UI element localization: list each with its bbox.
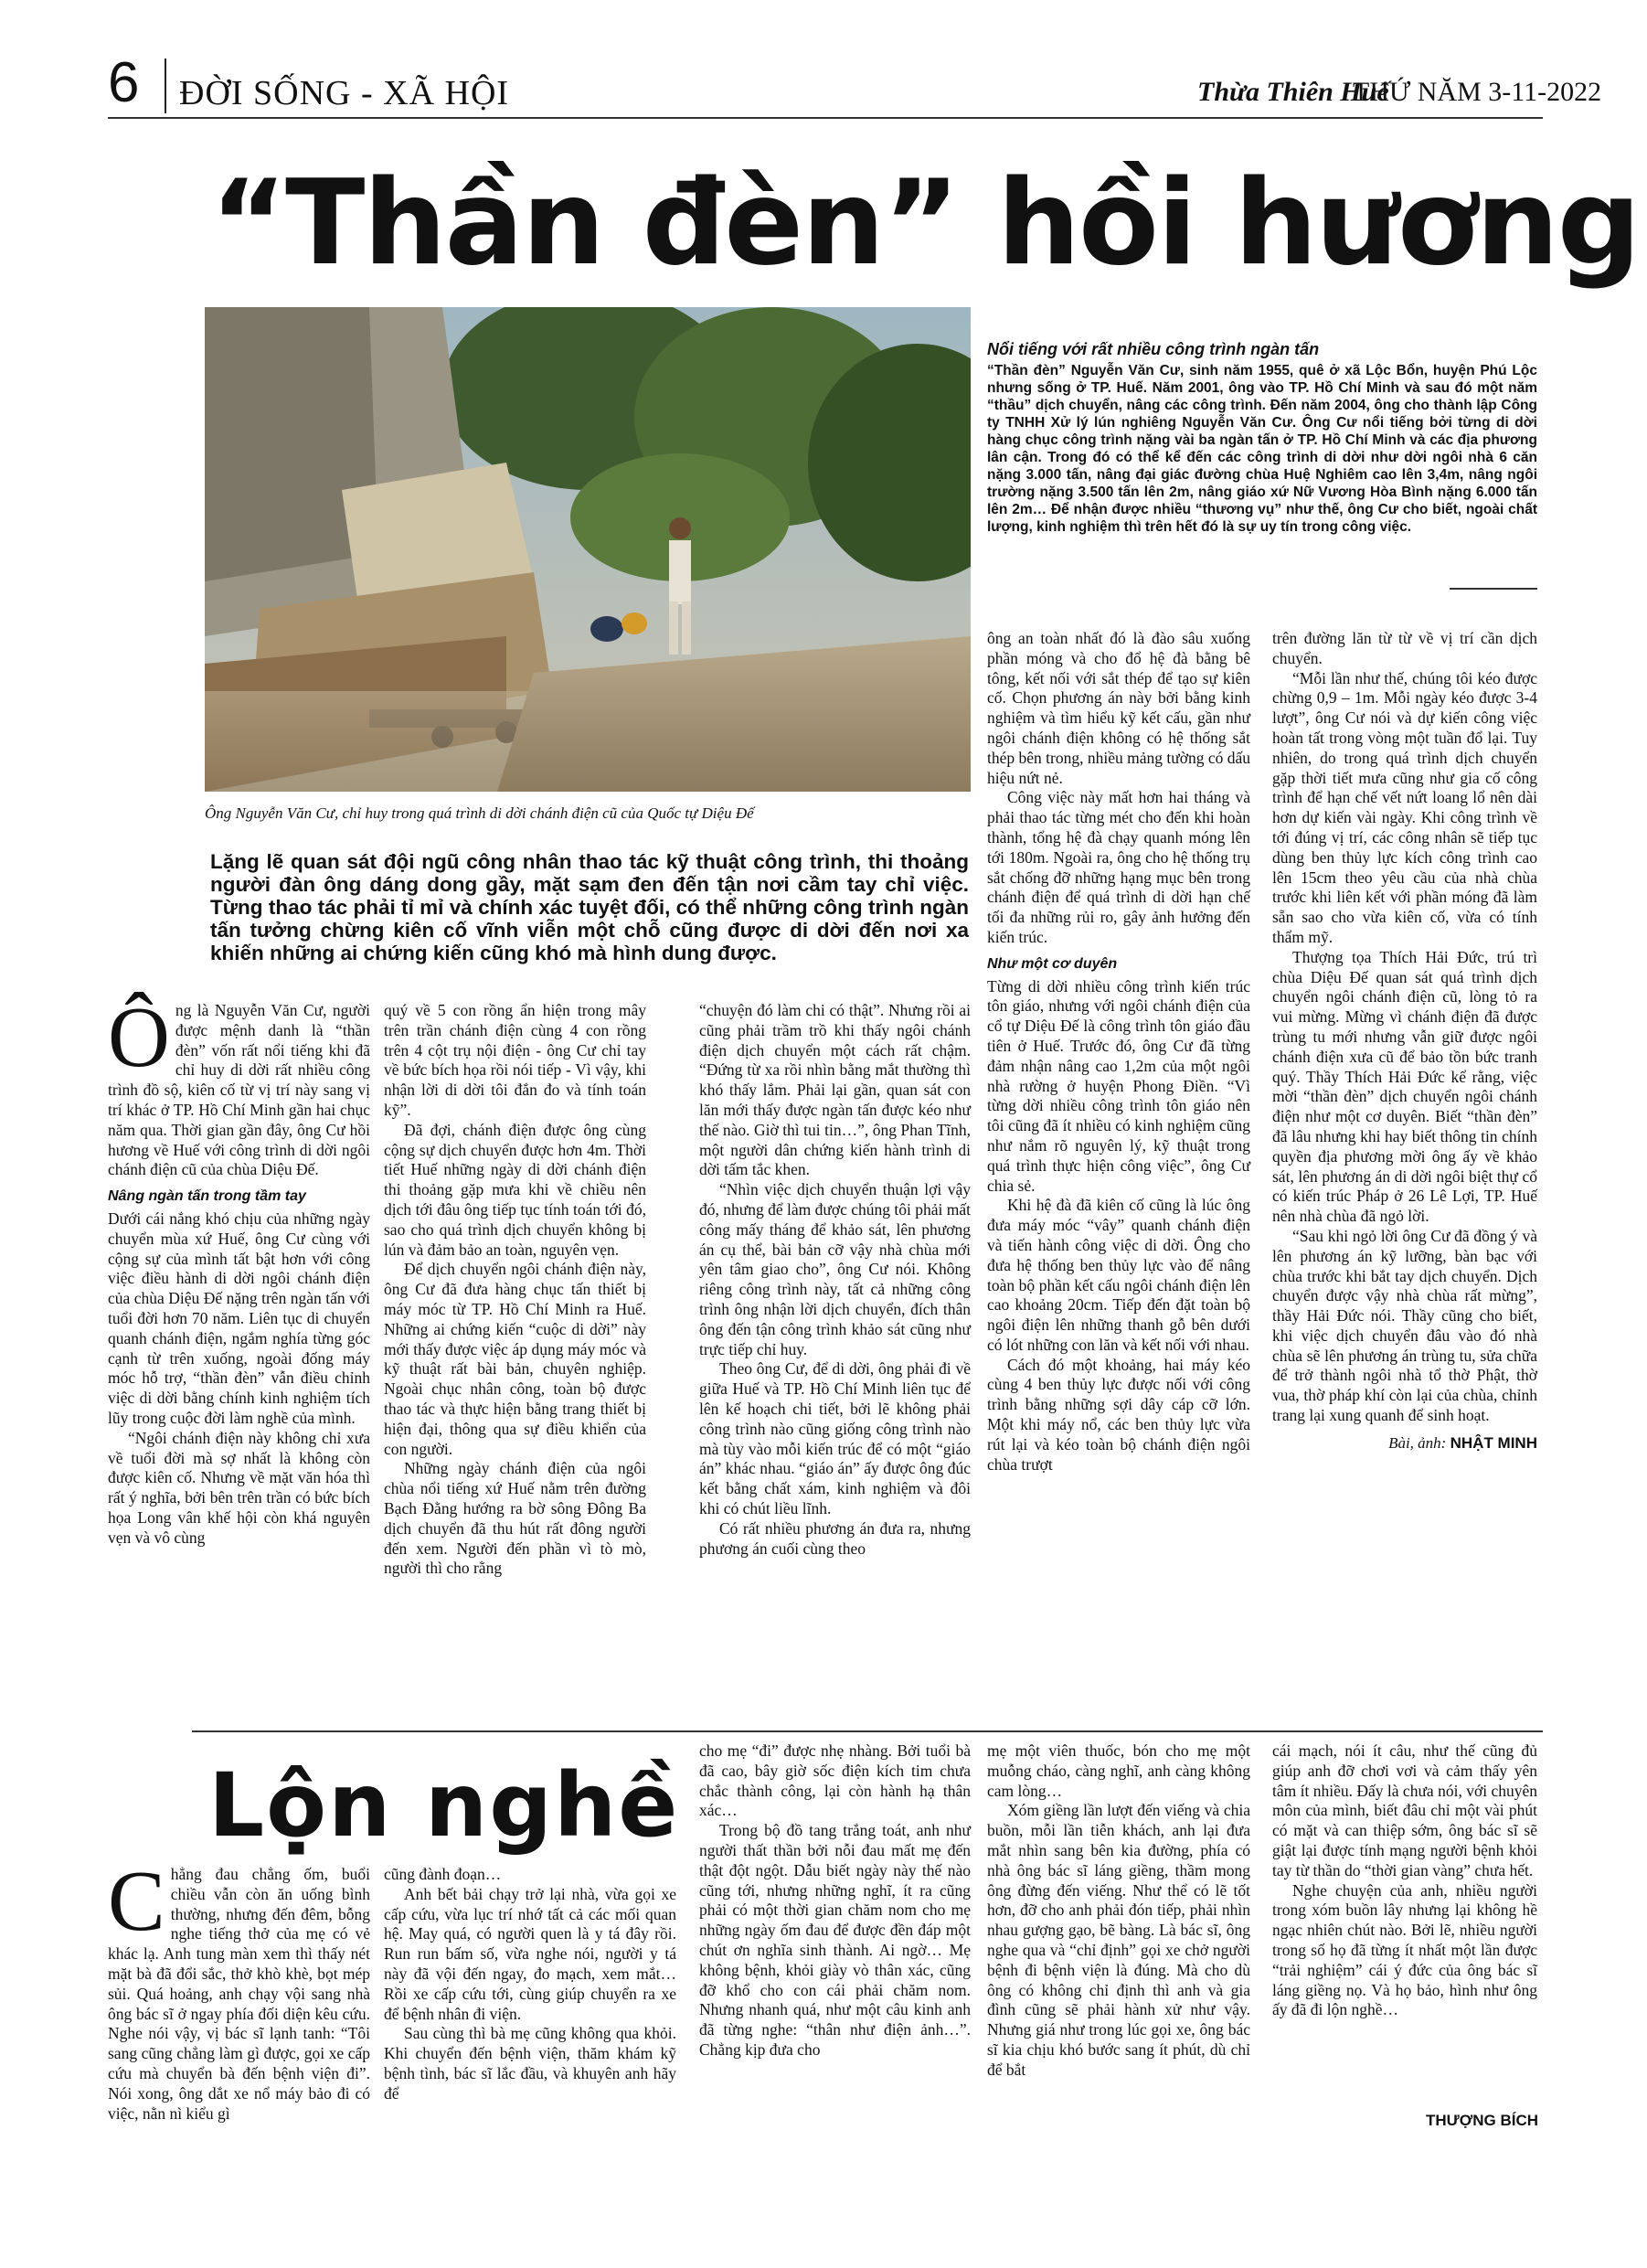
subheading: Nâng ngàn tấn trong tầm tay — [108, 1188, 306, 1205]
header-rule — [108, 117, 1543, 119]
paragraph: ông an toàn nhất đó là đào sâu xuống phần móng và cho đổ hệ đà bằng bê tông, kết nối với sắt thép để tạo sự kiên cố. Chọn phương án này bởi bằng kinh nghiệm và tìm hiểu kỹ kết cấu, gần như ngôi chánh điện không có hệ thống sắt thép bên trong, nhiều mảng tường có dấu hiệu nứt nẻ. — [987, 629, 1250, 787]
article2-column-4 — [987, 1741, 1250, 2081]
photo-caption: Ông Nguyễn Văn Cư, chỉ huy trong quá trình di dời chánh điện cũ của Quốc tự Diệu Đế — [205, 804, 754, 822]
paragraph: Theo ông Cư, để di dời, ông phải đi về giữa Huế và TP. Hồ Chí Minh liên tục để lên kế hoạch chi tiết, bởi lẽ không phải công trình nào cũng giống công trình nào mà tùy vào mỗi kiến trúc để có một “giáo án” khác nhau. “giáo án” ấy được ông đúc kết bằng chất xám, kinh nghiệm và đôi khi có chút liều lĩnh. — [699, 1359, 971, 1517]
article-column-3 — [699, 1001, 971, 1559]
paragraph: “Nhìn việc dịch chuyển thuận lợi vậy đó, nhưng để làm được chúng tôi phải mất công mấy tháng để khảo sát, lên phương án cụ thể, bài bản cỡ vậy nhà chùa mới yên tâm giao cho”, ông Cư nói. Không riêng công trình này, tất cả những công trình ông nhận lời dịch chuyển, đích thân ông đến tận công trình khảo sát cũng như trực tiếp chỉ huy. — [699, 1180, 971, 1358]
article-byline: Bài, ảnh: NHẬT MINH — [1388, 1433, 1537, 1452]
paragraph: Dưới cái nắng khó chịu của những ngày chuyển mùa xứ Huế, ông Cư cùng với cộng sự của mình tất bật hơn với công việc điều hành di dời ngôi chánh điện của chùa Diệu Đế nặng trên ngàn tấn với tuổi đời hơn 70 năm. Liên tục di chuyển quanh chánh điện, ngắm nghía từng góc cạnh từ trên xuống, ngoài đống máy móc hỗ trợ, “thần đèn” vẫn điều chỉnh việc di dời bằng chính kinh nghiệm tích lũy trong cuộc đời làm nghề của mình. — [108, 1209, 370, 1427]
paragraph: cái mạch, nói ít câu, như thế cũng đủ giúp anh đỡ chơi vơi và cảm thấy yên tâm ít nhiều. Đấy là chưa nói, với chuyên môn của mình, biết đâu chỉ một vài phút có mặt và can thiệp sớm, ông bác sĩ sẽ giật lại được tính mạng người bệnh khỏi tay từ thần do “thời gian vàng” chưa hết. — [1272, 1741, 1537, 1879]
paragraph: “Mỗi lần như thế, chúng tôi kéo được chừng 0,9 – 1m. Mỗi ngày kéo được 3-4 lượt”, ông Cư nói và dự kiến công việc hoàn tất trong vòng một tuần đổ lại. Tuy nhiên, do trong quá trình dịch chuyển gặp thời tiết mưa cũng như gia cố công trình để hạn chế vết nứt loang lổ nên dài hơn dự kiến vài ngày. Khi công trình về tới đúng vị trí, các công nhân sẽ tiếp tục dùng ben thủy lực kích công trình cao lên 15cm theo yêu cầu của nhà chùa trước khi liên kết với phần móng đã làm sẵn sao cho vừa kiên cố, vừa có tính thẩm mỹ. — [1272, 668, 1537, 946]
article-photo — [205, 307, 971, 792]
issue-date: THỨ NĂM 3-11-2022 — [1353, 77, 1602, 107]
paragraph: mẹ một viên thuốc, bón cho mẹ một muỗng cháo, càng nghĩ, anh càng không cam lòng… — [987, 1741, 1250, 1800]
sidebar-box-body: “Thần đèn” Nguyễn Văn Cư, sinh năm 1955, quê ở xã Lộc Bổn, huyện Phú Lộc nhưng sống ở TP. Huế. Năm 2001, ông vào TP. Hồ Chí Minh và sau đó một năm “thầu” dịch chuyển, nâng các công trình. Đến năm 2004, ông cho thành lập Công ty TNHH Xử lý lún nghiêng Nguyễn Văn Cư. Ông Cư nổi tiếng bởi từng di dời hàng chục công trình nặng vài ba ngàn tấn ở TP. Hồ Chí Minh và các địa phương lân cận. Trong đó có thể kể đến các công trình di dời như dời ngôi nhà 6 căn nặng 3.000 tấn, nâng đại giác đường chùa Huệ Nghiêm cao lên 3,4m, nâng ngôi trường nặng 3.500 tấn lên 2m, nâng giáo xứ Nữ Vương Hòa Bình nặng 6.000 tấn lên 2m… Để nhận được nhiều “thương vụ” như thế, ông Cư cho biết, ngoài chất lượng, kinh nghiệm thì trên hết đó là sự uy tín trong công việc. — [987, 363, 1537, 535]
article-lead: Lặng lẽ quan sát đội ngũ công nhân thao tác kỹ thuật công trình, thi thoảng người đàn ông dáng dong gầy, mặt sạm đen đến tận nơi cầm tay chỉ việc. Từng thao tác phải tỉ mỉ và chính xác tuyệt đối, có thể những công trình ngàn tấn tưởng chừng kiên cố vĩnh viễn một chỗ cũng được di dời đến nơi xa khiến những ai chứng kiến cũng khó mà hình dung được. — [210, 850, 969, 964]
paragraph: Để dịch chuyển ngôi chánh điện này, ông Cư đã đưa hàng chục tấn thiết bị máy móc từ TP. Hồ Chí Minh ra Huế. Những ai chứng kiến “cuộc di dời” này mới thấy được việc áp dụng máy móc và kỹ thuật rất bài bản, chuyên nghiệp. Ngoài chục nhân công, toàn bộ được thao tác và thực hiện bằng trang thiết bị hiện đại, thông qua sự điều khiển của con người. — [384, 1260, 646, 1458]
drop-cap: C — [108, 1854, 165, 1949]
article2-column-5 — [1272, 1741, 1537, 2020]
article2-byline: THƯỢNG BÍCH — [1426, 2112, 1539, 2129]
paragraph: Thượng tọa Thích Hải Đức, trú trì chùa Diệu Đế quan sát quá trình dịch chuyển ngôi chánh điện cũ, lòng tỏ ra vui mừng. Mừng vì chánh điện đã được trùng tu mới nhưng vẫn giữ được ngôi chánh điện xưa cũ để bảo tồn bức tranh quý. Thầy Thích Hải Đức kể rằng, việc mời “thần đèn” dịch chuyển ngôi chánh điện như một cơ duyên. Biết “thần đèn” đã lâu nhưng khi hay biết thông tin chính quyền địa phương mời ông ấy về khảo sát, lên phương án di dời ngôi biệt thự cổ có kiến trúc Pháp ở 26 Lê Lợi, TP. Huế nên nhà chùa đã ngỏ lời. — [1272, 947, 1537, 1226]
paragraph: ng là Nguyễn Văn Cư, người được mệnh danh là “thần đèn” vốn rất nổi tiếng khi đã chỉ huy di dời rất nhiều công trình đồ sộ, kiên cố từ vị trí này sang vị trí khác ở TP. Hồ Chí Minh gần hai chục năm qua. Thời gian gần đây, ông Cư hồi hương về Huế với công trình di dời ngôi chánh điện cũ của chùa Diệu Đế. — [108, 1001, 370, 1179]
article-column-1 — [108, 990, 370, 1549]
article-column-2 — [384, 1001, 646, 1579]
paragraph: “chuyện đó làm chi có thật”. Nhưng rồi ai cũng phải trầm trồ khi thấy ngôi chánh điện dịch chuyển một cách rất chậm. “Đứng từ xa rồi nhìn bằng mắt thường thì khó thấy lắm. Phải lại gần, quan sát con lăn mới thấy được ngàn tấn được kéo như thế nào. Giờ thì tui tin…”, ông Phan Tĩnh, một người dân chứng kiến hành trình di dời tấm tắc khen. — [699, 1001, 971, 1179]
photo-illustration — [205, 307, 971, 792]
paragraph: Trong bộ đồ tang trắng toát, anh như người thất thần bởi nỗi đau mất mẹ đến thật đột ngột. Dẫu biết ngày này thế nào cũng tới, nhưng những nghĩ, ít ra cũng phải có một thời gian chăm nom cho mẹ những ngày ốm đau để được đền đáp một chút ơn nghĩa sinh thành. Ai ngờ… Mẹ không bệnh, khỏi giày vò thân xác, cũng đỡ khổ cho con cái phải chăm nom. Nhưng nhanh quá, như một câu kinh anh đã từng nghe: “thân như điện ảnh…”. Chẳng kịp đưa cho — [699, 1821, 971, 2059]
paragraph: Khi hệ đà đã kiên cố cũng là lúc ông đưa máy móc “vây” quanh chánh điện và tiến hành công việc di dời. Ông cho đưa hệ thống ben thủy lực vào để nâng toàn bộ phần kết cấu ngôi chánh điện lên cao khoảng 20cm. Tiếp đến đặt toàn bộ ngôi điện lên những thanh gỗ bên dưới có lót những con lăn và kết nối với nhau. — [987, 1196, 1250, 1354]
paragraph: Nghe chuyện của anh, nhiều người trong xóm buồn lây nhưng lại không hề ngạc nhiên chút nào. Bởi lẽ, nhiều người trong số họ đã từng ít nhất một lần được “trải nghiệm” cái ý đức của ông bác sĩ láng giềng nọ. Và họ bảo, hình như ông ấy đã đi lộn nghề… — [1272, 1880, 1537, 2019]
newspaper-name: Thừa Thiên Huế — [1197, 77, 1389, 107]
page-number-divider — [165, 59, 166, 113]
paragraph: Đã đợi, chánh điện được ông cùng cộng sự dịch chuyển được hơn 4m. Thời tiết Huế những ngày di dời chánh điện thi thoảng gặp mưa khi về chiều nên dịch tới đâu ông tiếp tục tính toán tới đó, sao cho quá trình dịch chuyển không bị lún và đảm bảo an toàn, nguyên vẹn. — [384, 1120, 646, 1259]
paragraph: Từng di dời nhiều công trình kiến trúc tôn giáo, nhưng với ngôi chánh điện của cổ tự Diệu Đế là công trình tôn giáo đầu tiên ở Huế. Trước đó, ông Cư đã từng đảm nhận nâng cao 1,2m của một ngôi nhà rường ở huyện Phong Điền. “Vì từng dời nhiều công trình tôn giáo nên tôi cũng đã ít nhiều có kinh nghiệm cũng như nắm rõ nguyên lý, kỹ thuật trong quá trình thực hiện công việc”, ông Cư chia sẻ. — [987, 976, 1250, 1195]
sidebar-box-rule — [1450, 588, 1537, 590]
drop-cap: Ô — [108, 990, 170, 1085]
subheading: Như một cơ duyên — [987, 955, 1118, 972]
paragraph: Có rất nhiều phương án đưa ra, nhưng phương án cuối cùng theo — [699, 1518, 971, 1558]
sidebar-box-heading: Nổi tiếng với rất nhiều công trình ngàn tấn — [987, 340, 1320, 358]
page-number: 6 — [108, 51, 140, 114]
article2-column-2 — [384, 1865, 676, 2104]
paragraph: Những ngày chánh điện của ngôi chùa nổi tiếng xứ Huế nằm trên đường Bạch Đằng hướng ra bờ sông Đông Ba dịch chuyển đã thu hút rất đông người đến xem. Người đến phần vì tò mò, người thì cho rằng — [384, 1459, 646, 1578]
article-headline: “Thần đèn” hồi hương — [210, 155, 1640, 292]
article-column-5 — [1272, 629, 1537, 1453]
article2-column-3 — [699, 1741, 971, 2060]
paragraph: “Ngôi chánh điện này không chỉ xưa về tuổi đời mà sợ nhất là không còn được kiên cố. Nhưng về mặt văn hóa thì rất ý nghĩa, bởi bên trên trần có bức bích họa Long vân khế hội còn khá nguyên vẹn và vô cùng — [108, 1428, 370, 1547]
paragraph: cho mẹ “đi” được nhẹ nhàng. Bởi tuổi bà đã cao, bây giờ sốc điện kích tim chưa chắc thành công, lại còn hành hạ thân xác… — [699, 1741, 971, 1820]
paragraph: Sau cùng thì bà mẹ cũng không qua khỏi. Khi chuyển đến bệnh viện, thăm khám kỹ bệnh tình, bác sĩ lắc đầu, và khuyên anh hãy để — [384, 2024, 676, 2103]
paragraph: cũng đành đoạn… — [384, 1865, 502, 1883]
paragraph: Xóm giềng lần lượt đến viếng và chia buồn, mỗi lần tiễn khách, anh lại đưa mắt nhìn sang bên kia đường, phía có nhà ông bác sĩ láng giềng, thầm mong ông đừng đến viếng. Như thể có lẽ tốt hơn, đỡ cho anh phải đón tiếp, phải nhìn nhau gượng gạo, bẽ bàng. Là bác sĩ, ông nghe qua và “chỉ định” gọi xe chở người bệnh đi bệnh viện là đúng. Mà cho dù ông có không chỉ định thì anh và gia đình cũng sẽ phải hành xử như vậy. Nhưng giá như trong lúc gọi xe, ông bác sĩ kia chịu khó bước sang ít phút, dù chỉ để bắt — [987, 1801, 1250, 2079]
paragraph: Cách đó một khoảng, hai máy kéo cùng 4 ben thủy lực được nối với công trình bằng những sợi dây cáp cỡ lớn. Một khi máy nổ, các ben thủy lực vừa rút lại và kéo toàn bộ chánh điện ngôi chùa trượt — [987, 1355, 1250, 1474]
paragraph: trên đường lăn từ từ về vị trí cần dịch chuyển. — [1272, 629, 1537, 667]
article2-headline: Lộn nghề — [208, 1754, 680, 1857]
article-separator — [192, 1730, 1543, 1732]
article2-column-1 — [108, 1854, 370, 2124]
article-column-4 — [987, 629, 1250, 1475]
paragraph: quý về 5 con rồng ẩn hiện trong mây trên trần chánh điện cùng 4 con rồng trên 4 cột trụ nội điện - ông Cư chỉ tay về bức bích họa rồi nói tiếp - Vì vậy, khi nhận lời di dời tôi đắn đo và tính toán kỹ”. — [384, 1001, 646, 1119]
paragraph: Anh bết bải chạy trở lại nhà, vừa gọi xe cấp cứu, vừa lục trí nhớ tất cả các mối quan hệ. May quá, có người quen là y tá đây rồi. Run run bấm số, vừa nghe nói, người y tá này đã vội đến ngay, đo mạch, xem mắt… Rồi xe cấp cứu tới, cùng giúp chuyển ra xe để bệnh nhân đi viện. — [384, 1884, 676, 2023]
section-title: ĐỜI SỐNG - XÃ HỘI — [179, 74, 510, 112]
paragraph: hẳng đau chẳng ốm, buổi chiều vẫn còn ăn uống bình thường, nhưng đến đêm, bỗng nghe tiếng thở của mẹ có vẻ khác lạ. Anh tung màn xem thì thấy nét mặt bà đã đổi sắc, thở khò khè, bọt mép sủi. Quá hoảng, anh chạy vội sang nhà ông bác sĩ ở ngay phía đối diện kêu cứu. Nghe nói vậy, vị bác sĩ lạnh tanh: “Tôi sang cũng chẳng làm gì được, gọi xe cấp cứu mà chuyển bà đến bệnh viện đi”. Nói xong, ông dắt xe nổ máy bảo đi có việc, nằn nì kiểu gì — [108, 1865, 370, 2123]
paragraph: “Sau khi ngỏ lời ông Cư đã đồng ý và lên phương án kỹ lưỡng, bàn bạc với chùa trước khi bắt tay dịch chuyển. Dịch chuyển được vậy nhà chùa rất mừng”, thầy Hải Đức nói. Thầy cũng cho biết, khi việc dịch chuyển đâu vào đó nhà chùa sẽ lên phương án trùng tu, sửa chữa để trở thành ngôi nhà tổ thờ Phật, thờ vua, thờ pháp khí còn lại của chùa, chỉnh trang lại xung quanh để sinh hoạt. — [1272, 1226, 1537, 1425]
paragraph: Công việc này mất hơn hai tháng và phải thao tác từng mét cho đến khi hoàn thành, tổng hệ đà chạy quanh móng lên tới 180m. Ngoài ra, ông cho hệ thống trụ sắt chống đỡ những hạng mục bên trong chánh điện để quá trình di dời hạn chế tối đa những rủi ro, gây ảnh hưởng đến kiến trúc. — [987, 788, 1250, 946]
